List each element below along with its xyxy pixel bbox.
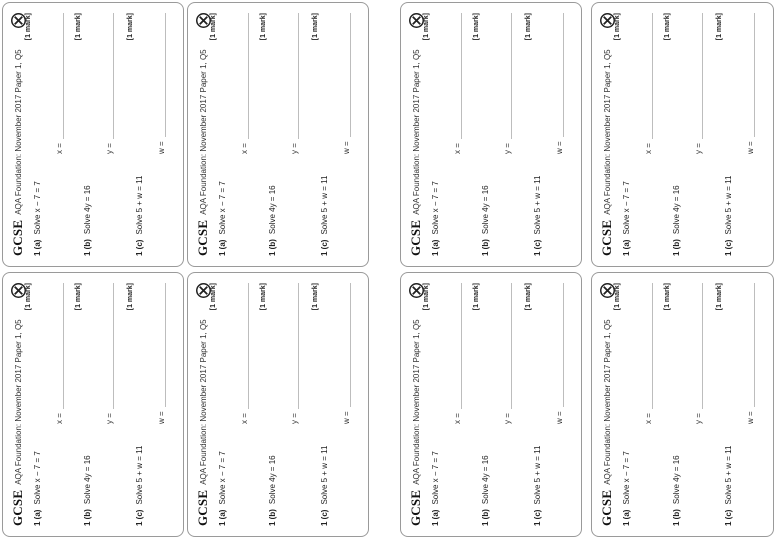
answer-variable: x = bbox=[453, 143, 462, 154]
question-1a bbox=[423, 13, 475, 256]
answer-variable: y = bbox=[105, 143, 114, 154]
mark-label: [1 mark] bbox=[312, 13, 319, 41]
card-content bbox=[401, 3, 582, 267]
question-1b bbox=[260, 283, 312, 526]
question-prompt: Solve x − 7 = 7 bbox=[431, 181, 440, 235]
question-prompt: Solve x − 7 = 7 bbox=[622, 451, 631, 505]
answer-row bbox=[105, 13, 114, 154]
question-number: 1 (c) bbox=[135, 239, 144, 256]
question-number: 1 (b) bbox=[672, 509, 681, 526]
mark-label: [1 mark] bbox=[473, 13, 480, 41]
mme-logo-icon bbox=[11, 283, 26, 298]
answer-line[interactable] bbox=[503, 13, 512, 139]
question-1b bbox=[473, 13, 525, 256]
paper-title: AQA Foundation: November 2017 Paper 1, Q5 bbox=[602, 49, 612, 215]
question-1a bbox=[614, 13, 666, 256]
answer-line[interactable] bbox=[453, 283, 462, 409]
answer-variable: x = bbox=[240, 143, 249, 154]
answer-variable: x = bbox=[644, 413, 653, 424]
card-content bbox=[3, 3, 184, 267]
card-header bbox=[408, 283, 424, 526]
mark-label: [1 mark] bbox=[423, 283, 430, 311]
answer-line[interactable] bbox=[644, 13, 653, 139]
mark-label: [1 mark] bbox=[25, 13, 32, 41]
question-prompt: Solve 5 + w = 11 bbox=[135, 175, 144, 235]
mme-logo-icon bbox=[600, 283, 615, 298]
answer-variable: w = bbox=[555, 141, 564, 154]
answer-row bbox=[55, 283, 64, 424]
question-prompt: Solve 4y = 16 bbox=[481, 455, 490, 505]
paper-title: AQA Foundation: November 2017 Paper 1, Q5 bbox=[198, 319, 208, 485]
answer-line[interactable] bbox=[157, 283, 166, 407]
mme-logo-icon bbox=[409, 13, 424, 28]
answer-variable: w = bbox=[746, 411, 755, 424]
question-1b bbox=[75, 283, 127, 526]
card-content bbox=[188, 273, 369, 537]
card-header bbox=[10, 283, 26, 526]
question-1a bbox=[423, 283, 475, 526]
question-prompt: Solve 5 + w = 11 bbox=[320, 445, 329, 505]
mark-label: [1 mark] bbox=[614, 283, 621, 311]
subject-label: GCSE bbox=[10, 219, 25, 256]
answer-row bbox=[555, 13, 564, 154]
answer-line[interactable] bbox=[55, 283, 64, 409]
answer-line[interactable] bbox=[453, 13, 462, 139]
question-number: 1 (a) bbox=[622, 239, 631, 256]
question-card bbox=[2, 272, 184, 537]
answer-row bbox=[290, 283, 299, 424]
answer-row bbox=[746, 283, 755, 424]
subject-label: GCSE bbox=[408, 489, 423, 526]
card-content bbox=[3, 273, 184, 537]
question-number: 1 (b) bbox=[481, 239, 490, 256]
mark-label: [1 mark] bbox=[210, 13, 217, 41]
answer-row bbox=[55, 13, 64, 154]
answer-row bbox=[290, 13, 299, 154]
question-card bbox=[2, 2, 184, 267]
question-card bbox=[591, 272, 774, 537]
question-number: 1 (c) bbox=[533, 239, 542, 256]
answer-row bbox=[240, 13, 249, 154]
answer-row bbox=[503, 13, 512, 154]
question-number: 1 (c) bbox=[320, 509, 329, 526]
answer-variable: y = bbox=[503, 143, 512, 154]
question-prompt: Solve x − 7 = 7 bbox=[33, 181, 42, 235]
answer-row bbox=[342, 13, 351, 154]
card-header bbox=[599, 283, 615, 526]
question-prompt: Solve 4y = 16 bbox=[268, 185, 277, 235]
question-card bbox=[591, 2, 774, 267]
question-number: 1 (b) bbox=[83, 239, 92, 256]
mark-label: [1 mark] bbox=[473, 283, 480, 311]
answer-variable: x = bbox=[453, 413, 462, 424]
question-number: 1 (a) bbox=[218, 239, 227, 256]
question-prompt: Solve 4y = 16 bbox=[83, 185, 92, 235]
answer-line[interactable] bbox=[555, 13, 564, 137]
paper-title: AQA Foundation: November 2017 Paper 1, Q5 bbox=[602, 319, 612, 485]
question-number: 1 (b) bbox=[672, 239, 681, 256]
question-prompt: Solve 5 + w = 11 bbox=[135, 445, 144, 505]
answer-line[interactable] bbox=[503, 283, 512, 409]
subject-label: GCSE bbox=[195, 489, 210, 526]
answer-line[interactable] bbox=[342, 13, 351, 137]
answer-row bbox=[240, 283, 249, 424]
card-header bbox=[599, 13, 615, 256]
answer-variable: x = bbox=[55, 413, 64, 424]
card-content bbox=[592, 273, 774, 537]
question-1c bbox=[716, 283, 768, 526]
question-number: 1 (c) bbox=[320, 239, 329, 256]
answer-variable: w = bbox=[555, 411, 564, 424]
answer-row bbox=[453, 13, 462, 154]
answer-line[interactable] bbox=[555, 283, 564, 407]
mark-label: [1 mark] bbox=[75, 283, 82, 311]
answer-row bbox=[694, 283, 703, 424]
question-1c bbox=[312, 13, 364, 256]
question-number: 1 (a) bbox=[33, 239, 42, 256]
card-header bbox=[195, 283, 211, 526]
question-1c bbox=[525, 283, 577, 526]
answer-line[interactable] bbox=[746, 13, 755, 137]
question-number: 1 (b) bbox=[268, 509, 277, 526]
mark-label: [1 mark] bbox=[716, 13, 723, 41]
question-1c bbox=[127, 13, 179, 256]
answer-variable: x = bbox=[644, 143, 653, 154]
answer-row bbox=[555, 283, 564, 424]
subject-label: GCSE bbox=[408, 219, 423, 256]
question-1b bbox=[664, 13, 716, 256]
question-1a bbox=[210, 283, 262, 526]
question-number: 1 (a) bbox=[622, 509, 631, 526]
paper-title: AQA Foundation: November 2017 Paper 1, Q5 bbox=[198, 49, 208, 215]
answer-variable: y = bbox=[290, 143, 299, 154]
answer-variable: y = bbox=[503, 413, 512, 424]
question-prompt: Solve 4y = 16 bbox=[268, 455, 277, 505]
question-prompt: Solve 5 + w = 11 bbox=[533, 175, 542, 235]
answer-variable: x = bbox=[55, 143, 64, 154]
subject-label: GCSE bbox=[599, 219, 614, 256]
card-header bbox=[10, 13, 26, 256]
question-1a bbox=[25, 13, 77, 256]
paper-title: AQA Foundation: November 2017 Paper 1, Q5 bbox=[13, 319, 23, 485]
question-prompt: Solve 5 + w = 11 bbox=[724, 445, 733, 505]
answer-row bbox=[157, 283, 166, 424]
question-number: 1 (a) bbox=[431, 509, 440, 526]
question-number: 1 (b) bbox=[83, 509, 92, 526]
answer-line[interactable] bbox=[240, 13, 249, 139]
question-number: 1 (c) bbox=[533, 509, 542, 526]
card-content bbox=[188, 3, 369, 267]
question-card bbox=[400, 2, 582, 267]
question-card bbox=[187, 2, 369, 267]
answer-variable: w = bbox=[746, 141, 755, 154]
question-1a bbox=[614, 283, 666, 526]
answer-row bbox=[105, 283, 114, 424]
mark-label: [1 mark] bbox=[312, 283, 319, 311]
question-prompt: Solve x − 7 = 7 bbox=[33, 451, 42, 505]
card-content bbox=[592, 3, 774, 267]
mark-label: [1 mark] bbox=[716, 283, 723, 311]
answer-row bbox=[503, 283, 512, 424]
answer-row bbox=[342, 283, 351, 424]
answer-row bbox=[157, 13, 166, 154]
mark-label: [1 mark] bbox=[127, 13, 134, 41]
mme-logo-icon bbox=[409, 283, 424, 298]
answer-line[interactable] bbox=[694, 283, 703, 409]
question-prompt: Solve x − 7 = 7 bbox=[622, 181, 631, 235]
question-1c bbox=[716, 13, 768, 256]
mark-label: [1 mark] bbox=[260, 283, 267, 311]
answer-line[interactable] bbox=[342, 283, 351, 407]
question-number: 1 (a) bbox=[218, 509, 227, 526]
question-1a bbox=[25, 283, 77, 526]
answer-line[interactable] bbox=[746, 283, 755, 407]
answer-variable: y = bbox=[694, 413, 703, 424]
question-1b bbox=[260, 13, 312, 256]
subject-label: GCSE bbox=[10, 489, 25, 526]
question-prompt: Solve x − 7 = 7 bbox=[218, 451, 227, 505]
mme-logo-icon bbox=[196, 283, 211, 298]
answer-line[interactable] bbox=[290, 13, 299, 139]
question-prompt: Solve 5 + w = 11 bbox=[533, 445, 542, 505]
question-number: 1 (c) bbox=[135, 509, 144, 526]
question-1b bbox=[664, 283, 716, 526]
answer-line[interactable] bbox=[105, 283, 114, 409]
mme-logo-icon bbox=[11, 13, 26, 28]
question-prompt: Solve 4y = 16 bbox=[481, 185, 490, 235]
question-1b bbox=[75, 13, 127, 256]
mark-label: [1 mark] bbox=[260, 13, 267, 41]
mark-label: [1 mark] bbox=[423, 13, 430, 41]
paper-title: AQA Foundation: November 2017 Paper 1, Q5 bbox=[411, 49, 421, 215]
paper-title: AQA Foundation: November 2017 Paper 1, Q5 bbox=[13, 49, 23, 215]
mark-label: [1 mark] bbox=[210, 283, 217, 311]
answer-line[interactable] bbox=[644, 283, 653, 409]
answer-row bbox=[453, 283, 462, 424]
question-card bbox=[400, 272, 582, 537]
question-prompt: Solve 4y = 16 bbox=[672, 455, 681, 505]
answer-variable: x = bbox=[240, 413, 249, 424]
paper-title: AQA Foundation: November 2017 Paper 1, Q5 bbox=[411, 319, 421, 485]
answer-row bbox=[694, 13, 703, 154]
question-1b bbox=[473, 283, 525, 526]
subject-label: GCSE bbox=[599, 489, 614, 526]
mark-label: [1 mark] bbox=[525, 283, 532, 311]
question-number: 1 (b) bbox=[481, 509, 490, 526]
question-prompt: Solve 5 + w = 11 bbox=[320, 175, 329, 235]
answer-row bbox=[644, 283, 653, 424]
answer-row bbox=[746, 13, 755, 154]
question-prompt: Solve 5 + w = 11 bbox=[724, 175, 733, 235]
question-1c bbox=[127, 283, 179, 526]
answer-line[interactable] bbox=[55, 13, 64, 139]
answer-variable: w = bbox=[342, 411, 351, 424]
mark-label: [1 mark] bbox=[25, 283, 32, 311]
answer-variable: w = bbox=[157, 411, 166, 424]
answer-line[interactable] bbox=[290, 283, 299, 409]
answer-line[interactable] bbox=[157, 13, 166, 137]
mark-label: [1 mark] bbox=[127, 283, 134, 311]
mark-label: [1 mark] bbox=[614, 13, 621, 41]
answer-line[interactable] bbox=[694, 13, 703, 139]
question-prompt: Solve x − 7 = 7 bbox=[218, 181, 227, 235]
mark-label: [1 mark] bbox=[75, 13, 82, 41]
question-number: 1 (c) bbox=[724, 239, 733, 256]
mme-logo-icon bbox=[600, 13, 615, 28]
mark-label: [1 mark] bbox=[664, 283, 671, 311]
subject-label: GCSE bbox=[195, 219, 210, 256]
question-prompt: Solve 4y = 16 bbox=[672, 185, 681, 235]
question-number: 1 (a) bbox=[33, 509, 42, 526]
question-1c bbox=[525, 13, 577, 256]
question-number: 1 (c) bbox=[724, 509, 733, 526]
mme-logo-icon bbox=[196, 13, 211, 28]
answer-variable: w = bbox=[157, 141, 166, 154]
question-number: 1 (b) bbox=[268, 239, 277, 256]
question-1a bbox=[210, 13, 262, 256]
card-content bbox=[401, 273, 582, 537]
answer-variable: y = bbox=[290, 413, 299, 424]
answer-line[interactable] bbox=[240, 283, 249, 409]
answer-variable: w = bbox=[342, 141, 351, 154]
answer-variable: y = bbox=[105, 413, 114, 424]
question-prompt: Solve 4y = 16 bbox=[83, 455, 92, 505]
mark-label: [1 mark] bbox=[525, 13, 532, 41]
question-1c bbox=[312, 283, 364, 526]
answer-row bbox=[644, 13, 653, 154]
card-header bbox=[195, 13, 211, 256]
answer-variable: y = bbox=[694, 143, 703, 154]
answer-line[interactable] bbox=[105, 13, 114, 139]
question-card bbox=[187, 272, 369, 537]
question-prompt: Solve x − 7 = 7 bbox=[431, 451, 440, 505]
question-number: 1 (a) bbox=[431, 239, 440, 256]
mark-label: [1 mark] bbox=[664, 13, 671, 41]
card-header bbox=[408, 13, 424, 256]
